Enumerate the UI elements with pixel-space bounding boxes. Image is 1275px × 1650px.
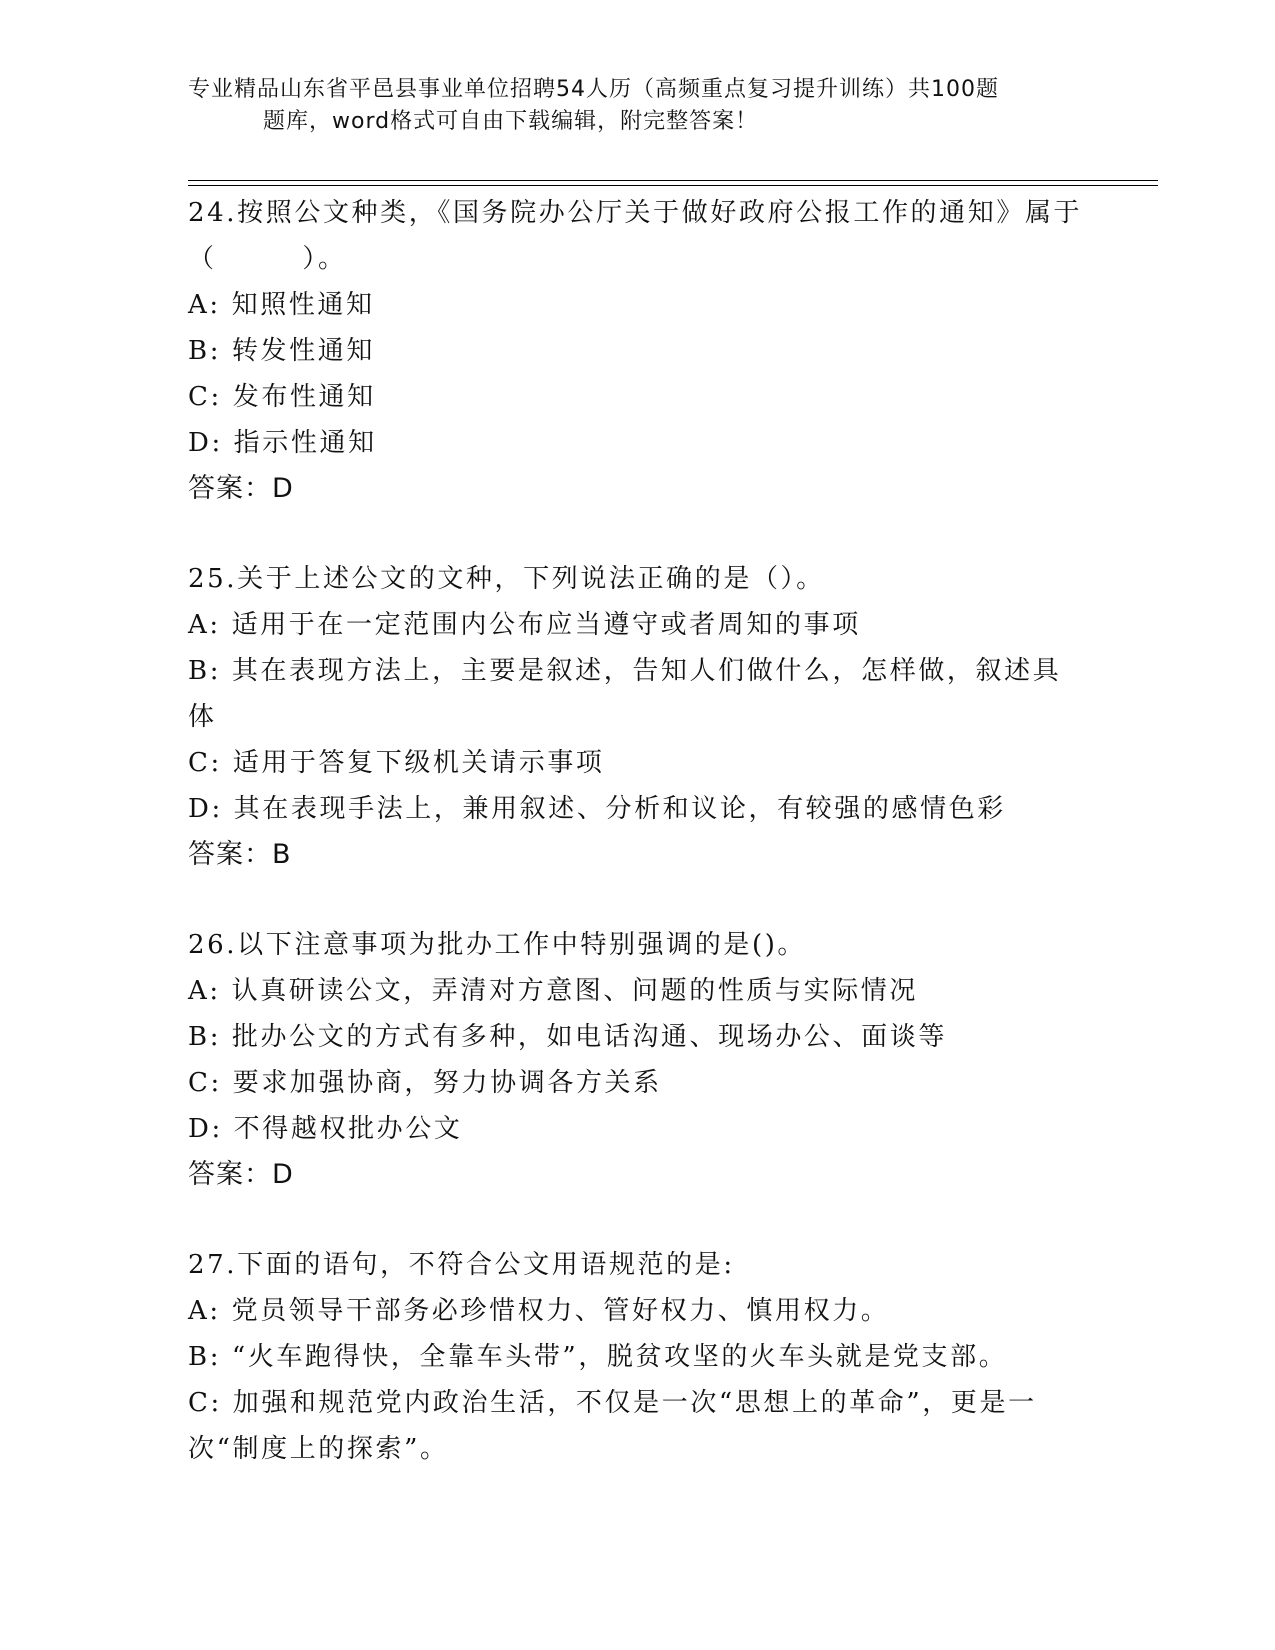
option-d: D: 不得越权批办公文: [188, 1114, 463, 1144]
option-b: B: “火车跑得快，全靠车头带”，脱贫攻坚的火车头就是党支部。: [188, 1342, 1008, 1372]
answer: 答案：D: [188, 1159, 294, 1190]
question-text: 24.按照公文种类，《国务院办公厅关于做好政府公报工作的通知》属于（ ）。: [188, 198, 1083, 274]
option-c: C: 要求加强协商，努力协调各方关系: [188, 1068, 662, 1098]
option-b: B: 转发性通知: [188, 336, 375, 366]
option-b: B: 其在表现方法上，主要是叙述，告知人们做什么，怎样做，叙述具体: [188, 656, 1062, 732]
answer: 答案：D: [188, 473, 294, 504]
option-d: D: 其在表现手法上，兼用叙述、分析和议论，有较强的感情色彩: [188, 794, 1006, 824]
question-27: [188, 1242, 1088, 1472]
option-c: C: 发布性通知: [188, 382, 376, 412]
header-title-line-2: 题库，word格式可自由下载编辑，附完整答案！: [263, 109, 759, 134]
option-c: C: 加强和规范党内政治生活，不仅是一次“思想上的革命”，更是一次“制度上的探索”。: [188, 1388, 1037, 1464]
question-text: 25.关于上述公文的文种，下列说法正确的是（）。: [188, 564, 825, 594]
option-b: B: 批办公文的方式有多种，如电话沟通、现场办公、面谈等: [188, 1022, 947, 1052]
document-header: [188, 74, 1088, 138]
option-a: A: 适用于在一定范围内公布应当遵守或者周知的事项: [188, 610, 861, 640]
answer: 答案：B: [188, 839, 292, 870]
question-24: [188, 190, 1088, 512]
option-d: D: 指示性通知: [188, 428, 377, 458]
option-a: A: 党员领导干部务必珍惜权力、管好权力、慎用权力。: [188, 1296, 890, 1326]
option-c: C: 适用于答复下级机关请示事项: [188, 748, 605, 778]
header-rule-top: [188, 180, 1158, 181]
question-text: 26.以下注意事项为批办工作中特别强调的是()。: [188, 930, 807, 960]
question-text: 27.下面的语句，不符合公文用语规范的是:: [188, 1250, 735, 1280]
header-rule-bottom: [188, 185, 1158, 186]
header-title-line-1: 专业精品山东省平邑县事业单位招聘54人历（高频重点复习提升训练）共100题: [188, 77, 999, 102]
option-a: A: 知照性通知: [188, 290, 375, 320]
question-list: [188, 190, 1088, 1516]
option-a: A: 认真研读公文，弄清对方意图、问题的性质与实际情况: [188, 976, 919, 1006]
question-26: [188, 922, 1088, 1198]
question-25: [188, 556, 1088, 878]
